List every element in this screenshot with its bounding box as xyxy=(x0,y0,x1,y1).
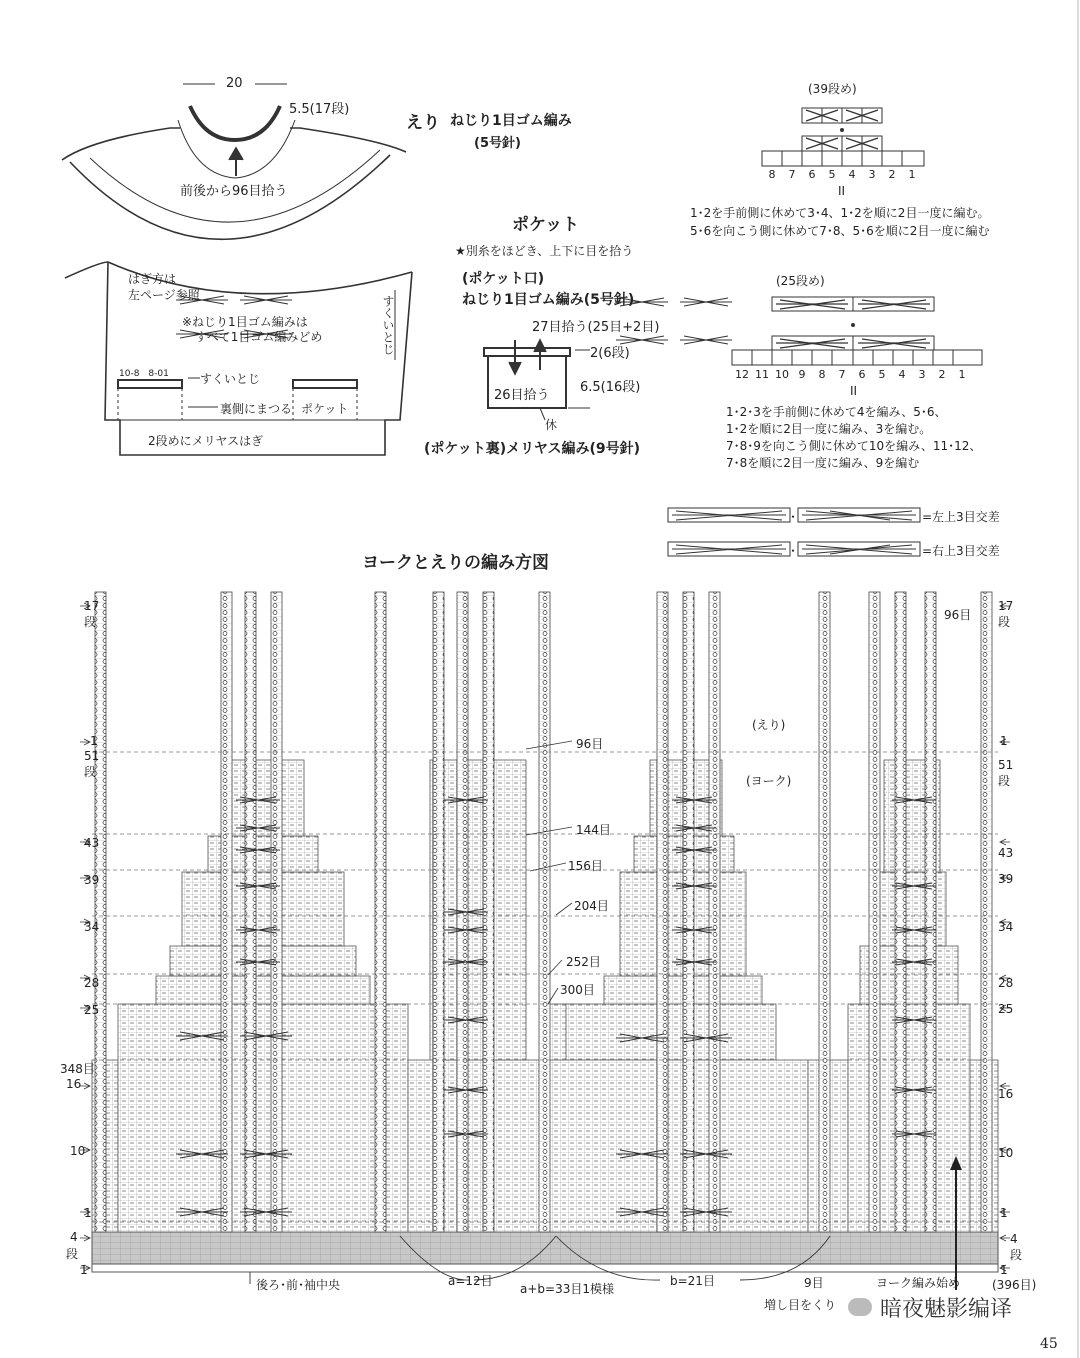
cable-cross xyxy=(680,336,732,344)
cross25-num: 6 xyxy=(858,368,866,381)
count-144: 144目 xyxy=(576,823,611,837)
count-leader xyxy=(556,903,572,915)
cross25-num: 9 xyxy=(798,368,806,381)
rib-note-2: すべて1目ゴム編みどめ xyxy=(195,330,323,344)
grid-block xyxy=(182,872,344,946)
collar-section-label: (えり) xyxy=(752,718,786,732)
bottom-ab: a+b=33目1模様 xyxy=(520,1282,614,1296)
left-row-17: 17 xyxy=(84,599,100,613)
right-row-43: 43 xyxy=(998,846,1014,860)
count-156: 156目 xyxy=(568,859,603,873)
cross-39-chart xyxy=(762,108,924,166)
cross39-num: 3 xyxy=(868,168,876,181)
legend-dot-2: ･ xyxy=(790,544,797,558)
right-row-17: 17 xyxy=(998,599,1014,613)
left-row-51-dan: 段 xyxy=(84,765,97,779)
pocket-mark: 10-8 8-01 xyxy=(119,369,169,379)
rib-column xyxy=(375,592,386,1232)
cross39-num: 1 xyxy=(908,168,916,181)
right-row-34: 34 xyxy=(998,920,1014,934)
left-row-1-collar: 1 xyxy=(90,734,98,748)
cross39-desc2: 5･6を向こう側に休めて7･8、5･6を順に2目一度に編む xyxy=(690,224,990,238)
legend-left-cross: =左上3目交差 xyxy=(922,510,1000,524)
bottom-b: b=21目 xyxy=(670,1274,715,1288)
pocket-pick26: 26目拾う xyxy=(494,388,550,403)
rib-column xyxy=(95,592,106,1232)
cross39-num: 4 xyxy=(848,168,856,181)
pocket-mouth-title: (ポケット口) xyxy=(462,271,545,287)
cross25-num: 3 xyxy=(918,368,926,381)
pocket-rest: 休 xyxy=(545,418,558,432)
cross25-num: 8 xyxy=(818,368,826,381)
left-row-43: 43 xyxy=(84,836,100,850)
page-number: 45 xyxy=(1040,1336,1058,1352)
cross39-num: 7 xyxy=(788,168,796,181)
pocket-rows65: 6.5(16段) xyxy=(580,380,641,395)
left-row-34: 34 xyxy=(84,920,100,934)
collar-title: えり xyxy=(406,113,440,133)
bottom-total: (396目) xyxy=(992,1278,1037,1292)
right-row-10: 10 xyxy=(998,1146,1014,1160)
left-row-10: 10 xyxy=(70,1144,86,1158)
grid-block xyxy=(156,976,370,1004)
sukui-label: すくいとじ xyxy=(200,372,261,386)
left-arrow xyxy=(80,1235,90,1241)
bottom-nine: 9目 xyxy=(804,1276,824,1290)
rib-note-1: ※ねじり1目ゴム編みは xyxy=(182,315,308,329)
yoke-section-label: (ヨーク) xyxy=(746,774,792,788)
right-row-25: 25 xyxy=(998,1002,1014,1016)
cable-cross xyxy=(680,298,732,306)
collar-width: 20 xyxy=(226,76,243,91)
cross25-num: 12 xyxy=(735,368,749,381)
body-schematic xyxy=(65,262,412,455)
cross25-label: (25段め) xyxy=(776,274,825,288)
rib-column xyxy=(819,592,830,1232)
legend-right-cross: =右上3目交差 xyxy=(922,544,1000,558)
grid-block xyxy=(408,1060,544,1232)
cross25-num: 7 xyxy=(838,368,846,381)
bottom-a: a=12目 xyxy=(448,1274,493,1288)
right-row-28: 28 xyxy=(998,976,1014,990)
pocket-schematic xyxy=(484,340,590,420)
cross25-num: 10 xyxy=(775,368,789,381)
right-row-1-collar: 1 xyxy=(1000,734,1008,748)
cross25-desc2: 1･2を順に2目一度に編み、3を編む。 xyxy=(726,422,932,436)
pocket-label: ポケット xyxy=(301,402,349,416)
rib-column xyxy=(869,592,880,1232)
bottom-inc: 増し目をくり xyxy=(764,1298,837,1312)
right-row-4: 4 xyxy=(1010,1232,1018,1246)
collar-depth: 5.5(17段) xyxy=(289,102,350,117)
cross25-desc1: 1･2･3を手前側に休めて4を編み、5･6、 xyxy=(726,405,947,419)
cross25-num: 5 xyxy=(878,368,886,381)
uragawa-label: 裏側にまつる xyxy=(220,402,293,416)
count-204: 204目 xyxy=(574,899,609,913)
grid-block xyxy=(848,1004,970,1232)
cross25-eq: II xyxy=(850,384,858,398)
chart-title: ヨークとえりの編み方図 xyxy=(362,553,549,573)
count-252: 252目 xyxy=(566,955,601,969)
rib-column xyxy=(221,592,232,1232)
collar-title-sub: ねじり1目ゴム編み xyxy=(450,113,572,129)
right-row-51: 51 xyxy=(998,758,1014,772)
pocket-back-title: (ポケット裏)メリヤス編み(9号針) xyxy=(424,441,641,457)
cross39-desc1: 1･2を手前側に休めて3･4、1･2を順に2目一度に編む。 xyxy=(690,206,990,220)
left-row-51: 51 xyxy=(84,749,100,763)
collar-pickup: 前後から96目拾う xyxy=(180,184,288,199)
cross25-num: 4 xyxy=(898,368,906,381)
collar-needle: (5号針) xyxy=(474,136,521,151)
left-row-17-dan: 段 xyxy=(84,615,97,629)
cross-25-chart xyxy=(732,297,982,365)
cross39-num: 5 xyxy=(828,168,836,181)
cross25-desc3: 7･8･9を向こう側に休めて10を編み、11･12、 xyxy=(726,439,982,453)
pocket-rows2: 2(6段) xyxy=(590,346,630,361)
right-row-17-dan: 段 xyxy=(998,615,1011,629)
legend-dot-1: ･ xyxy=(790,510,797,524)
right-row-1-rib: 1 xyxy=(1000,1263,1008,1277)
count-96: 96目 xyxy=(576,737,604,751)
cross39-num: 8 xyxy=(768,168,776,181)
watermark: 暗夜魅影编译 xyxy=(880,1297,1013,1322)
left-count-348: 348目 xyxy=(60,1062,95,1076)
left-arrow xyxy=(80,1083,90,1089)
right-row-4-dan: 段 xyxy=(1010,1248,1023,1262)
side-seam: すくいとじ xyxy=(381,295,395,355)
right-row-39: 39 xyxy=(998,872,1014,886)
grid-block xyxy=(566,1004,776,1060)
pocket-title: ポケット xyxy=(512,215,580,235)
left-row-16: 16 xyxy=(66,1077,82,1091)
cross25-num: 1 xyxy=(958,368,966,381)
left-row-4-dan: 段 xyxy=(66,1247,79,1261)
wechat-icon xyxy=(848,1298,872,1316)
left-row-28: 28 xyxy=(84,976,100,990)
left-row-39: 39 xyxy=(84,873,100,887)
seam-note-1: はぎ方は xyxy=(128,272,177,286)
left-row-1-yoke: 1 xyxy=(84,1206,92,1220)
cross25-num: 11 xyxy=(755,368,769,381)
right-arrow xyxy=(1000,1235,1010,1241)
pocket-pick27: 27目拾う(25目+2目) xyxy=(532,320,660,335)
rib-bottom-row xyxy=(92,1264,998,1272)
rib-column xyxy=(539,592,550,1232)
cross39-numbers xyxy=(762,168,924,181)
right-row-1-yoke: 1 xyxy=(1000,1206,1008,1220)
rib-column xyxy=(657,592,668,1232)
cable-cross xyxy=(240,296,292,304)
pocket-note: ★別糸をほどき、上下に目を拾う xyxy=(455,244,634,258)
cross25-num: 2 xyxy=(938,368,946,381)
top-stitch-count: 96目 xyxy=(944,608,972,622)
left-row-4: 4 xyxy=(70,1230,78,1244)
cross39-eq: II xyxy=(838,184,846,198)
grid-block xyxy=(544,1060,808,1232)
right-row-51-dan: 段 xyxy=(998,774,1011,788)
cross25-numbers xyxy=(732,368,974,381)
cross39-num: 6 xyxy=(808,168,816,181)
left-row-1-rib: 1 xyxy=(80,1263,88,1277)
count-300: 300目 xyxy=(560,983,595,997)
rib-column xyxy=(981,592,992,1232)
collar-schematic xyxy=(62,84,406,239)
pocket-mouth-sub: ねじり1目ゴム編み(5号針) xyxy=(462,292,635,308)
rib-column xyxy=(271,592,282,1232)
right-row-16: 16 xyxy=(998,1087,1014,1101)
cross39-num: 2 xyxy=(888,168,896,181)
grid-block xyxy=(118,1004,408,1232)
bottom-seam: 2段めにメリヤスはぎ xyxy=(148,434,264,448)
left-arrow xyxy=(80,739,90,745)
bottom-start: ヨーク編み始め xyxy=(876,1276,961,1290)
grid-block xyxy=(222,760,304,836)
cross25-desc4: 7･8を順に2目一度に編み、9を編む xyxy=(726,456,920,470)
rib-column xyxy=(433,592,444,1232)
bottom-center-label: 後ろ･前･袖中央 xyxy=(256,1278,341,1292)
right-arrow xyxy=(1000,839,1010,845)
seam-note-2: 左ページ参照 xyxy=(128,288,200,302)
cross39-label: (39段め) xyxy=(808,82,857,96)
left-row-25: 25 xyxy=(84,1003,100,1017)
rib-column xyxy=(709,592,720,1232)
rib-column xyxy=(245,592,256,1232)
rib-column xyxy=(683,592,694,1232)
